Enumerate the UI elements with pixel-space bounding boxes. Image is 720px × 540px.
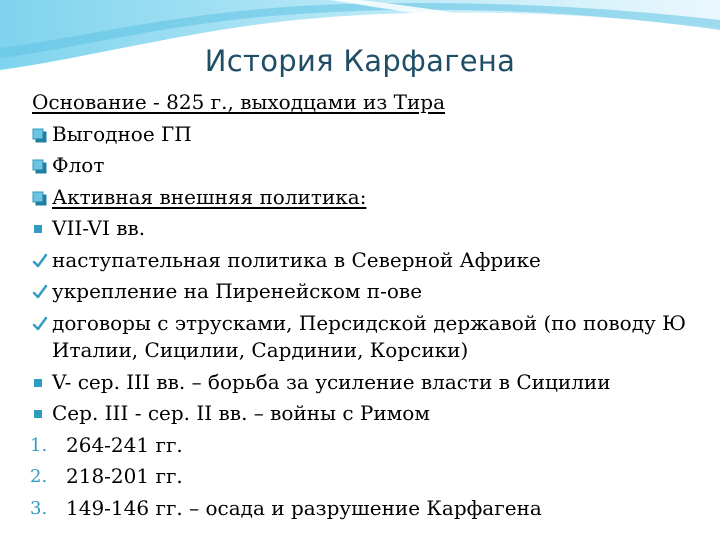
- bullet-line: [30, 493, 710, 525]
- bullet-line: [30, 245, 710, 277]
- slide-body: [30, 87, 710, 524]
- bullet-line: [30, 398, 710, 430]
- slide-title: История Карфагена: [204, 44, 516, 78]
- line-text: V- сер. III вв. – борьба за усиление власти в Сицилии: [52, 369, 611, 394]
- line-text: VII-VI вв.: [52, 216, 146, 240]
- bullet-line: [30, 119, 710, 151]
- line-text: 264-241 гг.: [66, 432, 183, 457]
- bullet-line: [30, 87, 710, 119]
- line-text: наступательная политика в Северной Африке: [52, 247, 541, 272]
- bullet-line: [30, 461, 710, 493]
- line-text: 218-201 гг.: [66, 464, 183, 488]
- line-text: Флот: [52, 153, 105, 177]
- list-number: 3.: [30, 497, 48, 519]
- bullet-line: [30, 213, 710, 245]
- bullet-line: [30, 276, 710, 308]
- line-text: 149-146 гг. – осада и разрушение Карфагена: [66, 495, 542, 520]
- list-number: 2.: [30, 466, 48, 487]
- list-number: 1.: [30, 434, 48, 456]
- line-text: договоры с этрусками, Персидской державой (по поводу Ю Италии, Сицилии, Сардинии, Корсики): [52, 310, 687, 362]
- bullet-line: [30, 150, 710, 182]
- bullet-line: [30, 308, 710, 367]
- line-text: укрепление на Пиренейском п-ове: [52, 279, 423, 303]
- line-text: Активная внешняя политика:: [52, 184, 367, 209]
- line-text: Сер. III - сер. II вв. – войны с Римом: [52, 401, 430, 425]
- bullet-line: [30, 182, 710, 214]
- line-text: Основание - 825 г., выходцами из Тира: [32, 90, 446, 114]
- bullet-line: [30, 430, 710, 462]
- bullet-line: [30, 367, 710, 399]
- line-text: Выгодное ГП: [52, 121, 192, 146]
